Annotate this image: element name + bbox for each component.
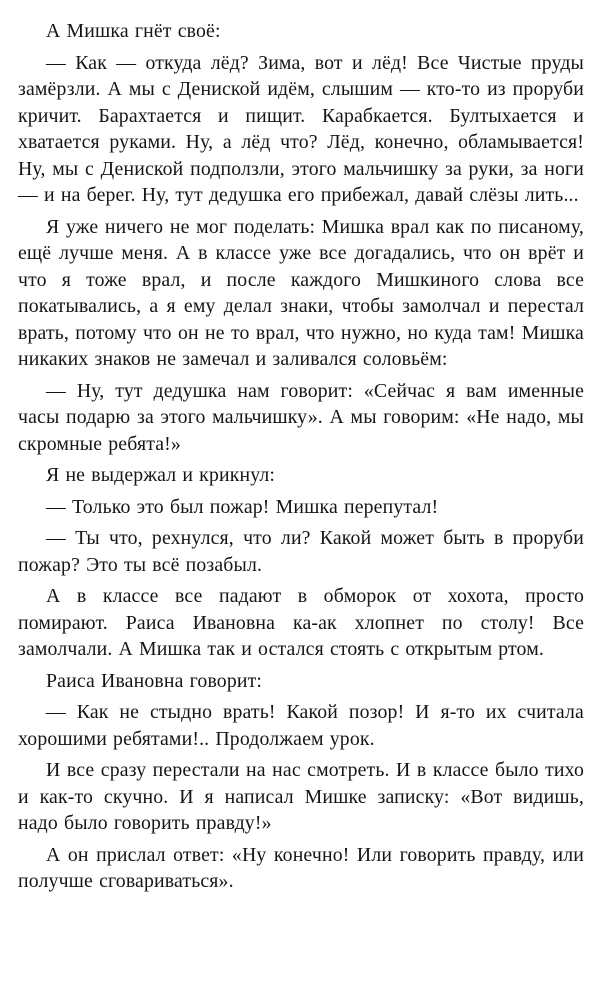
paragraph-11: И все сразу перестали на нас смотреть. И в классе было тихо и как-то скучно. И я написал Мишке записку: «Вот видишь, надо было говорить правду!»: [18, 759, 584, 834]
paragraph-5: Я не выдержал и крикнул:: [46, 464, 276, 486]
paragraph-3: Я уже ничего не мог поделать: Мишка врал как по писаному, ещё лучше меня. А в классе уже все догадались, что он врёт и что я тоже врал, и после каждого Мишкиного слова все покатывались, а я ему делал знаки, чтобы замолчал и перестал врать, потому что он не то врал, что нужно, но куда там! Мишка никаких знаков не замечал и заливался соловьём:: [18, 215, 584, 370]
paragraph-1: А Мишка гнёт своё:: [46, 20, 221, 42]
paragraph-4: — Ну, тут дедушка нам говорит: «Сейчас я вам именные часы подарю за этого мальчишку». А мы говорим: «Не надо, мы скромные ребята!»: [18, 379, 584, 455]
paragraph-9: Раиса Ивановна говорит:: [46, 669, 263, 692]
paragraph-8: А в классе все падают в обморок от хохота, просто помирают. Раиса Ивановна ка-ак хлопнет по столу! Все замолчали. А Мишка так и остался стоять с открытым ртом.: [18, 585, 584, 660]
paragraph-12: А он прислал ответ: «Ну конечно! Или говорить правду, или получше сговариваться».: [18, 843, 584, 892]
paragraph-7: — Ты что, рехнулся, что ли? Какой может быть в проруби пожар? Это ты всё позабыл.: [18, 527, 584, 576]
paragraph-10: — Как не стыдно врать! Какой позор! И я-то их считала хорошими ребятами!.. Продолжаем урок.: [18, 701, 584, 750]
book-page: [18, 18, 584, 900]
paragraph-6: — Только это был пожар! Мишка перепутал!: [46, 495, 439, 518]
paragraph-2: — Как — откуда лёд? Зима, вот и лёд! Все Чистые пруды замёрзли. А мы с Дениской идём, слышим — кто-то из проруби кричит. Барахтается и пищит. Карабкается. Бултыхается и хватается руками. Ну, а лёд что? Лёд, конечно, обламывается! Ну, мы с Дениской подползли, этого мальчишку за руки, за ноги — и на берег. Ну, тут дедушка его прибежал, давай слёзы лить...: [18, 51, 584, 206]
